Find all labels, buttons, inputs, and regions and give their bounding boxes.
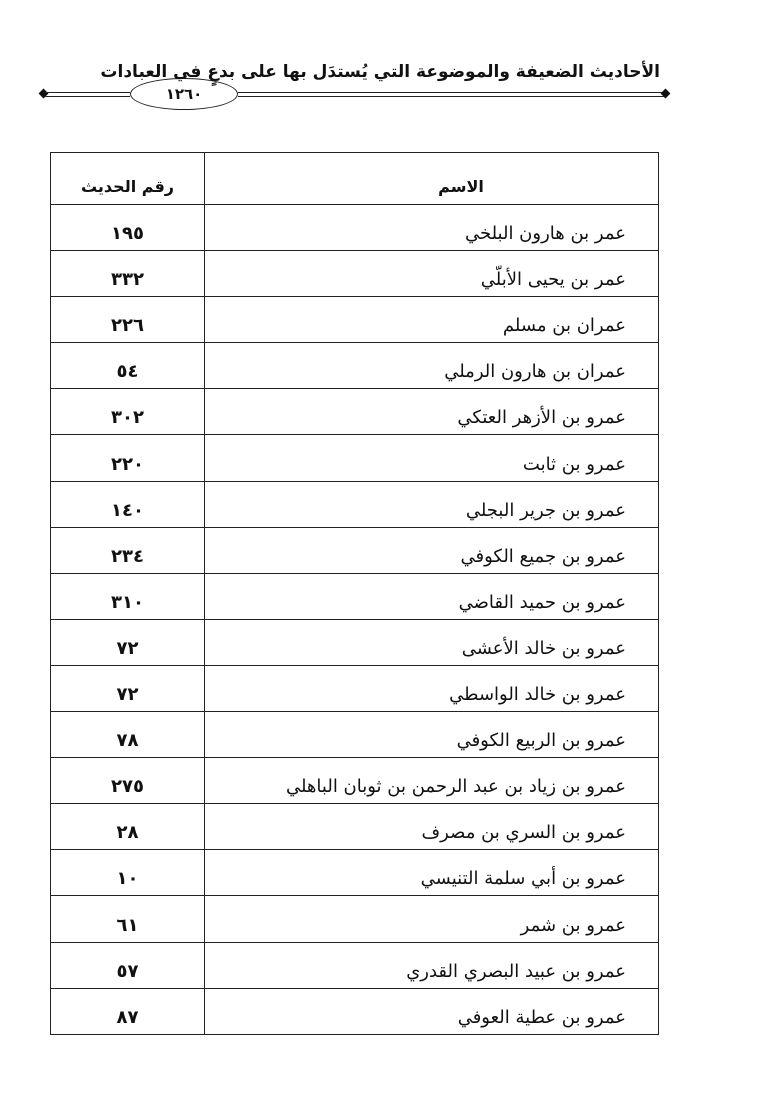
- page-header: [38, 60, 678, 116]
- hadith-number: ٣١٠: [51, 573, 205, 619]
- narrator-name: عمرو بن جرير البجلي: [205, 481, 659, 527]
- page-number: ١٢٦٠: [165, 85, 203, 103]
- table-header-row: [51, 153, 659, 205]
- header-rule: [44, 92, 130, 93]
- narrator-name: عمرو بن عطية العوفي: [205, 988, 659, 1034]
- column-header-name: الاسم: [205, 153, 659, 205]
- table-row: [51, 481, 659, 527]
- table-row: [51, 712, 659, 758]
- narrator-name: عمرو بن السري بن مصرف: [205, 804, 659, 850]
- page-number-oval: [130, 78, 238, 110]
- table-row: [51, 389, 659, 435]
- narrator-name: عمرو بن الربيع الكوفي: [205, 712, 659, 758]
- hadith-number: ٣٠٢: [51, 389, 205, 435]
- hadith-number: ١٩٥: [51, 205, 205, 251]
- table-row: [51, 205, 659, 251]
- hadith-number: ٧٢: [51, 619, 205, 665]
- header-rule: [238, 96, 666, 97]
- narrator-name: عمران بن مسلم: [205, 297, 659, 343]
- table-row: [51, 435, 659, 481]
- narrator-name: عمرو بن الأزهر العتكي: [205, 389, 659, 435]
- hadith-number: ٨٧: [51, 988, 205, 1034]
- table-row: [51, 619, 659, 665]
- column-header-hadith-number: رقم الحديث: [51, 153, 205, 205]
- table-row: [51, 251, 659, 297]
- narrator-name: عمرو بن شمر: [205, 896, 659, 942]
- narrator-name: عمرو بن ثابت: [205, 435, 659, 481]
- narrator-name: عمران بن هارون الرملي: [205, 343, 659, 389]
- hadith-number: ١٤٠: [51, 481, 205, 527]
- table-row: [51, 850, 659, 896]
- table-row: [51, 527, 659, 573]
- table-row: [51, 573, 659, 619]
- table-row: [51, 343, 659, 389]
- running-title: الأحاديث الضعيفة والموضوعة التي يُستدَل بها على بدعٍ في العبادات: [100, 62, 660, 82]
- hadith-number: ١٠: [51, 850, 205, 896]
- narrator-name: عمر بن هارون البلخي: [205, 205, 659, 251]
- table-row: [51, 758, 659, 804]
- narrator-name: عمرو بن خالد الواسطي: [205, 665, 659, 711]
- hadith-number: ٥٧: [51, 942, 205, 988]
- header-rule: [238, 92, 666, 93]
- table-row: [51, 665, 659, 711]
- narrator-name: عمرو بن زياد بن عبد الرحمن بن ثوبان الباهلي: [205, 758, 659, 804]
- hadith-number: ٢٧٥: [51, 758, 205, 804]
- narrator-name: عمرو بن أبي سلمة التنيسي: [205, 850, 659, 896]
- narrator-name: عمرو بن جميع الكوفي: [205, 527, 659, 573]
- hadith-number: ٢٨: [51, 804, 205, 850]
- table-row: [51, 896, 659, 942]
- hadith-number: ٢٣٤: [51, 527, 205, 573]
- narrators-index-table: [50, 152, 659, 1035]
- narrator-name: عمر بن يحيى الأبلّي: [205, 251, 659, 297]
- header-rule: [44, 96, 130, 97]
- hadith-number: ٢٢٠: [51, 435, 205, 481]
- hadith-number: ٥٤: [51, 343, 205, 389]
- table-row: [51, 988, 659, 1034]
- hadith-number: ٧٢: [51, 665, 205, 711]
- table-row: [51, 942, 659, 988]
- hadith-number: ٦١: [51, 896, 205, 942]
- hadith-number: ٣٣٢: [51, 251, 205, 297]
- hadith-number: ٢٢٦: [51, 297, 205, 343]
- narrator-name: عمرو بن حميد القاضي: [205, 573, 659, 619]
- table-row: [51, 297, 659, 343]
- narrator-name: عمرو بن عبيد البصري القدري: [205, 942, 659, 988]
- hadith-number: ٧٨: [51, 712, 205, 758]
- narrator-name: عمرو بن خالد الأعشى: [205, 619, 659, 665]
- table-row: [51, 804, 659, 850]
